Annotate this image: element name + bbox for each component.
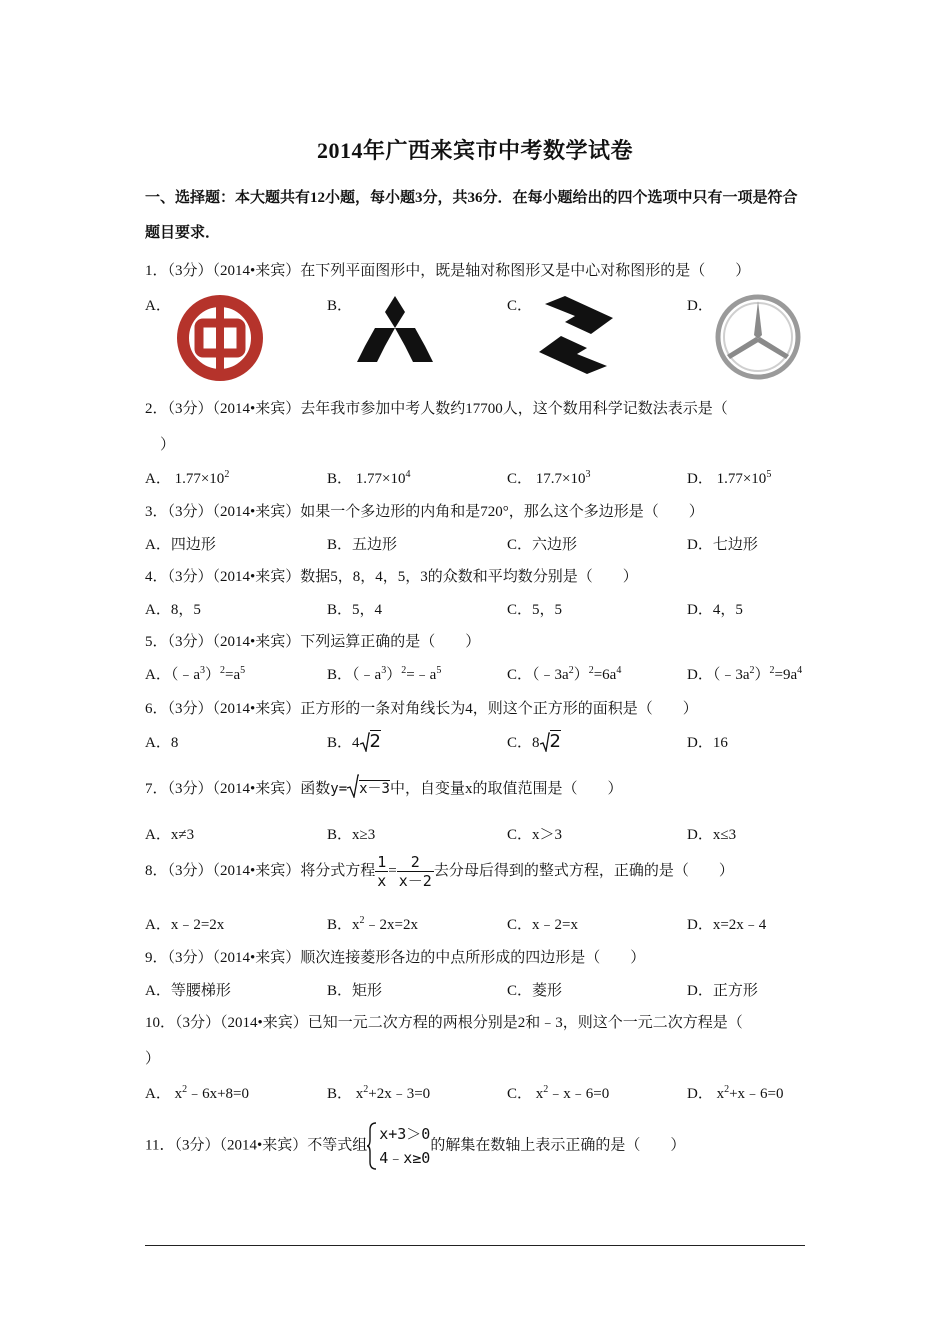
option-a: A．x≠3 [145,827,195,843]
option-c: C．六边形 [507,537,578,553]
page-footer-rule [145,1245,805,1246]
option-b: B．5，4 [327,602,383,618]
option-a: A．等腰梯形 [145,983,231,999]
question-2-stem: 2．（3分）（2014•来宾）去年我市参加中考人数约17700人，这个数用科学记数法表示是（ [145,401,728,417]
fraction-lhs: $\frac{1}{x}$ [377,853,387,890]
option-c: C．5，5 [507,602,563,618]
mercedes-logo [714,293,802,381]
sqrt-expression: 2 [360,731,381,752]
option-d: D．$(﹣3a^2)^2=9a^4$ [687,665,803,683]
option-b-label: B． [327,298,353,314]
option-a: A．8 [145,735,179,751]
option-d: D．正方形 [687,983,758,999]
option-d: D． $x^2+x﹣6=0$ [687,1084,784,1102]
option-a-label: A． [145,298,171,314]
option-d: D．4，5 [687,602,743,618]
option-d: D．x=2x﹣4 [687,917,767,933]
question-6-stem: 6．（3分）（2014•来宾）正方形的一条对角线长为4，则这个正方形的面积是（ ） [145,701,698,717]
option-c: C．8 2 [507,731,561,752]
question-9-stem: 9．（3分）（2014•来宾）顺次连接菱形各边的中点所形成的四边形是（ ） [145,950,646,966]
option-d-label: D． [687,298,713,314]
suzuki-logo [535,294,617,376]
option-c: C． $x^2﹣x﹣6=0$ [507,1084,610,1102]
option-b: B．$x^2﹣2x=2x$ [327,915,418,933]
sqrt-expression: 2 [540,731,561,752]
question-4-stem: 4．（3分）（2014•来宾）数据5，8，4，5，3的众数和平均数分别是（ ） [145,569,638,585]
option-a: A．四边形 [145,537,216,553]
mitsubishi-logo [355,294,435,364]
fraction-rhs: $\frac{2}{x-2}$ [398,853,432,890]
option-b: B．$(﹣a^3)^2=﹣a^5$ [327,665,442,683]
option-a: A．x﹣2=2x [145,917,225,933]
option-a: A．8，5 [145,602,201,618]
question-7-stem: 7．（3分）（2014•来宾）函数y= x－3中，自变量x的取值范围是（ ） [145,774,815,798]
question-11-stem: 11．（3分）（2014•来宾）不等式组 x+3＞0 4﹣x≥0 的解集在数轴上表示正确的是（ ） [145,1122,815,1170]
sqrt-expression: x－3 [347,774,390,798]
page-title: 2014年广西来宾市中考数学试卷 [316,138,633,163]
option-c: C．x﹣2=x [507,917,578,933]
option-d: D．x≤3 [687,827,737,843]
option-c: C．x＞3 [507,827,563,843]
bank-of-china-logo [175,293,265,383]
option-b: B． $1.77\times 10^4$ [327,469,411,487]
option-c: C．$(﹣3a^2)^2=6a^4$ [507,665,622,683]
option-b: B．矩形 [327,983,383,999]
question-5-stem: 5．（3分）（2014•来宾）下列运算正确的是（ ） [145,634,481,650]
option-a: A．$(﹣a^3)^2=a^5$ [145,665,246,683]
question-2-stem-continuation: ） [160,437,176,453]
question-8-stem: 8．（3分）（2014•来宾）将分式方程 $\frac{1}{x}$ = $\frac{2}{x-2}$ 去分母后得到的整式方程，正确的是（ ） [145,853,734,890]
option-a: A． $x^2﹣6x+8=0$ [145,1084,250,1102]
option-c: C．菱形 [507,983,563,999]
option-d: D． $1.77\times 10^5$ [687,469,772,487]
question-1-stem: 1．（3分）（2014•来宾）在下列平面图形中，既是轴对称图形又是中心对称图形的是（ ） [145,263,751,279]
option-a: A． $1.77\times 10^2$ [145,469,230,487]
option-b: B．x≥3 [327,827,376,843]
option-c-label: C． [507,298,533,314]
option-b: B．五边形 [327,537,398,553]
question-3-stem: 3．（3分）（2014•来宾）如果一个多边形的内角和是720°，那么这个多边形是（ ） [145,504,704,520]
question-10-stem: 10．（3分）（2014•来宾）已知一元二次方程的两根分别是2和﹣3，则这个一元二次方程是（ [145,1015,743,1031]
question-10-stem-continuation: ） [145,1051,161,1067]
option-b: B．4 2 [327,731,381,752]
section-heading: 一、选择题：本大题共有12小题，每小题3分，共36分．在每小题给出的四个选项中只有一项是符合题目要求． [145,190,798,241]
option-c: C． $17.7\times 10^3$ [507,469,591,487]
option-d: D．七边形 [687,537,758,553]
option-d: D．16 [687,735,728,751]
option-b: B． $x^2+2x﹣3=0$ [327,1084,431,1102]
inequality-system: x+3＞0 4﹣x≥0 [367,1122,430,1170]
